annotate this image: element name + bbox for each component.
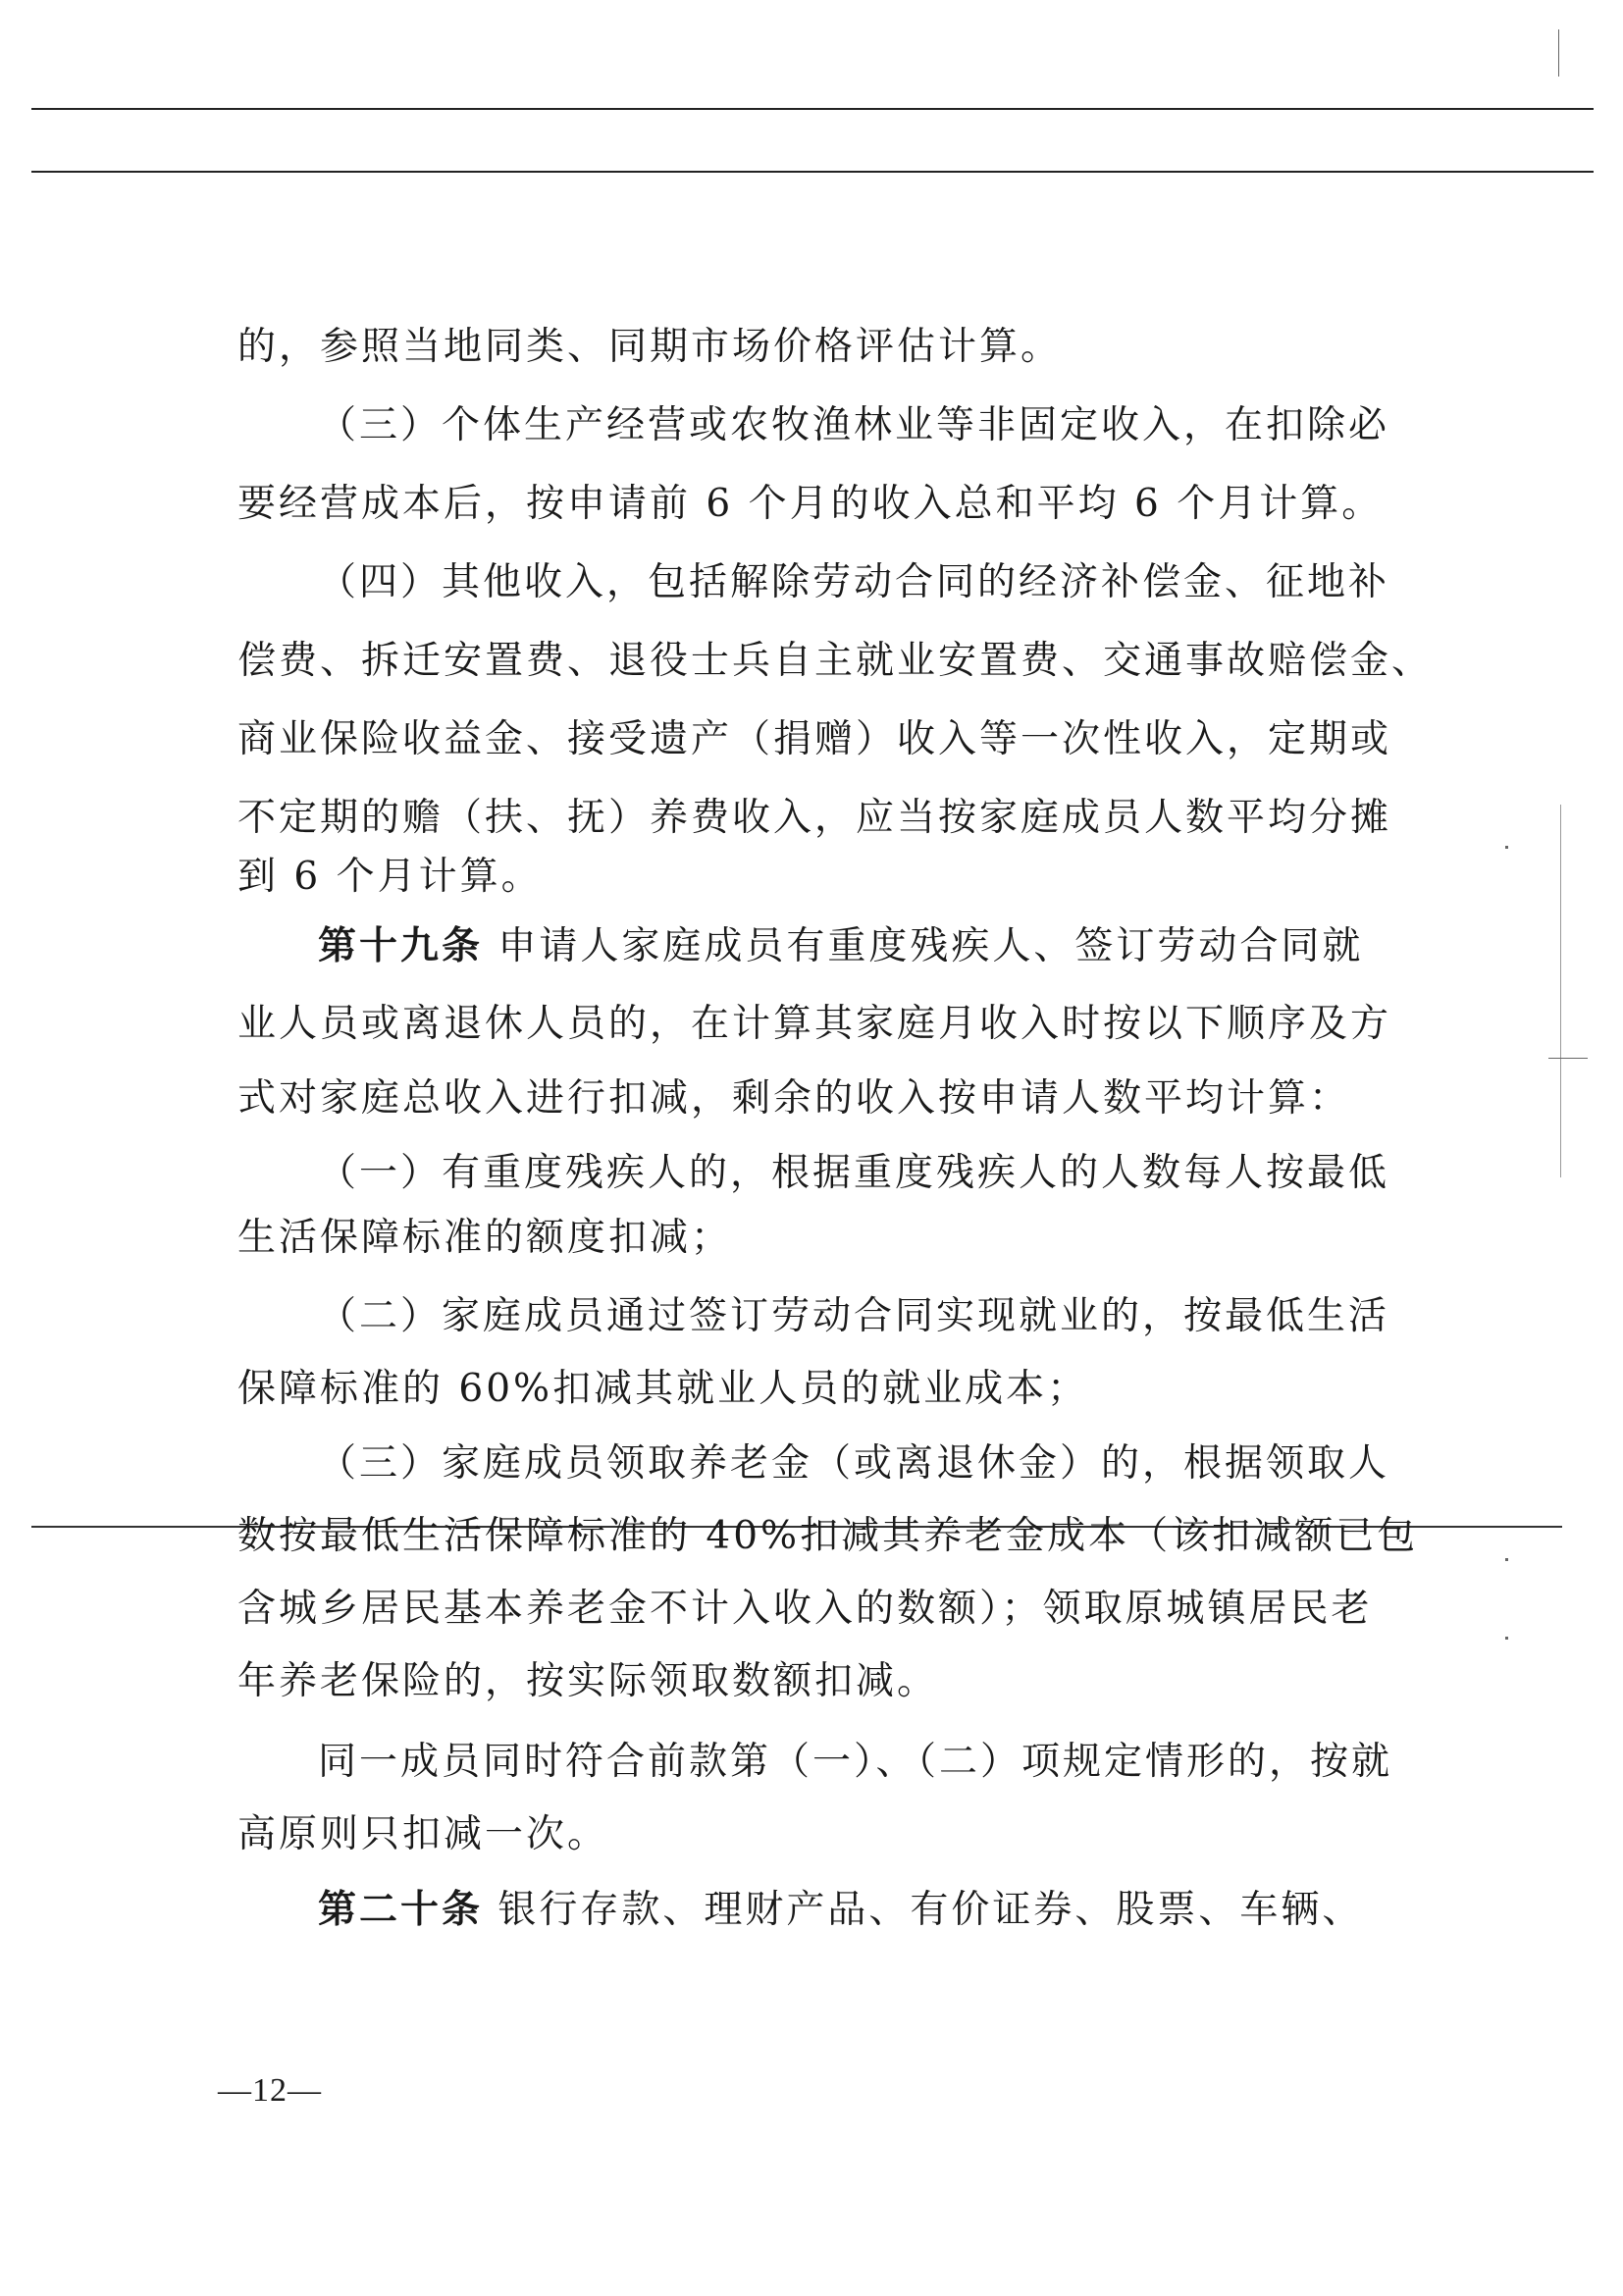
article-heading: 第十九条 [318, 923, 484, 968]
header-rule-top [31, 108, 1594, 110]
text-line: 年养老保险的，按实际领取数额扣减。 [237, 1659, 939, 1703]
text-line: 到 6 个月计算。 [237, 855, 543, 899]
text-line: 保障标准的 60%扣减其就业人员的就业成本； [237, 1367, 1089, 1411]
text-line: 银行存款、理财产品、有价证券、股票、车辆、 [497, 1888, 1364, 1932]
text-line: 不定期的赡（扶、抚）养费收入，应当按家庭成员人数平均分摊 [237, 796, 1392, 840]
text-line: 数按最低生活保障标准的 40%扣减其养老金成本（该扣减额已包 [237, 1514, 1419, 1558]
text-line: 含城乡居民基本养老金不计入收入的数额）；领取原城镇居民老 [237, 1587, 1373, 1631]
scan-edge-mark [1560, 805, 1561, 1177]
scan-edge-dot [1505, 1637, 1508, 1640]
text-line: 商业保险收益金、接受遗产（捐赠）收入等一次性收入，定期或 [237, 717, 1392, 761]
text-line: 式对家庭总收入进行扣减，剩余的收入按申请人数平均计算： [237, 1076, 1351, 1121]
text-line: （三）个体生产经营或农牧渔林业等非固定收入，在扣除必 [318, 403, 1390, 447]
text-line: （四）其他收入，包括解除劳动合同的经济补偿金、征地补 [318, 560, 1390, 604]
scan-edge-dot [1505, 846, 1508, 849]
text-line: 的，参照当地同类、同期市场价格评估计算。 [237, 325, 1063, 369]
text-line: 生活保障标准的额度扣减； [237, 1216, 733, 1260]
text-line: （三）家庭成员领取养老金（或离退休金）的，根据领取人 [318, 1441, 1390, 1486]
page-number: —12— [218, 2072, 322, 2109]
article-paragraph-start [318, 1884, 1363, 1936]
article-paragraph-start [318, 920, 1363, 972]
scan-edge-mark [1558, 29, 1559, 77]
text-line: 申请人家庭成员有重度残疾人、签订劳动合同就 [497, 924, 1364, 968]
scan-edge-mark [1548, 1058, 1588, 1059]
article-heading: 第二十条 [318, 1887, 484, 1932]
text-line: 业人员或离退休人员的，在计算其家庭月收入时按以下顺序及方 [237, 1002, 1392, 1046]
text-line: 高原则只扣减一次。 [237, 1812, 609, 1856]
scan-edge-dot [1505, 1558, 1508, 1561]
text-line: 偿费、拆迁安置费、退役士兵自主就业安置费、交通事故赔偿金、 [237, 639, 1434, 683]
text-line: 同一成员同时符合前款第（一）、（二）项规定情形的，按就 [318, 1740, 1393, 1784]
header-rule-bottom [31, 171, 1594, 173]
text-line: （二）家庭成员通过签订劳动合同实现就业的，按最低生活 [318, 1294, 1390, 1338]
text-line: 要经营成本后，按申请前 6 个月的收入总和平均 6 个月计算。 [237, 482, 1384, 526]
text-line: （一）有重度残疾人的，根据重度残疾人的人数每人按最低 [318, 1151, 1390, 1195]
